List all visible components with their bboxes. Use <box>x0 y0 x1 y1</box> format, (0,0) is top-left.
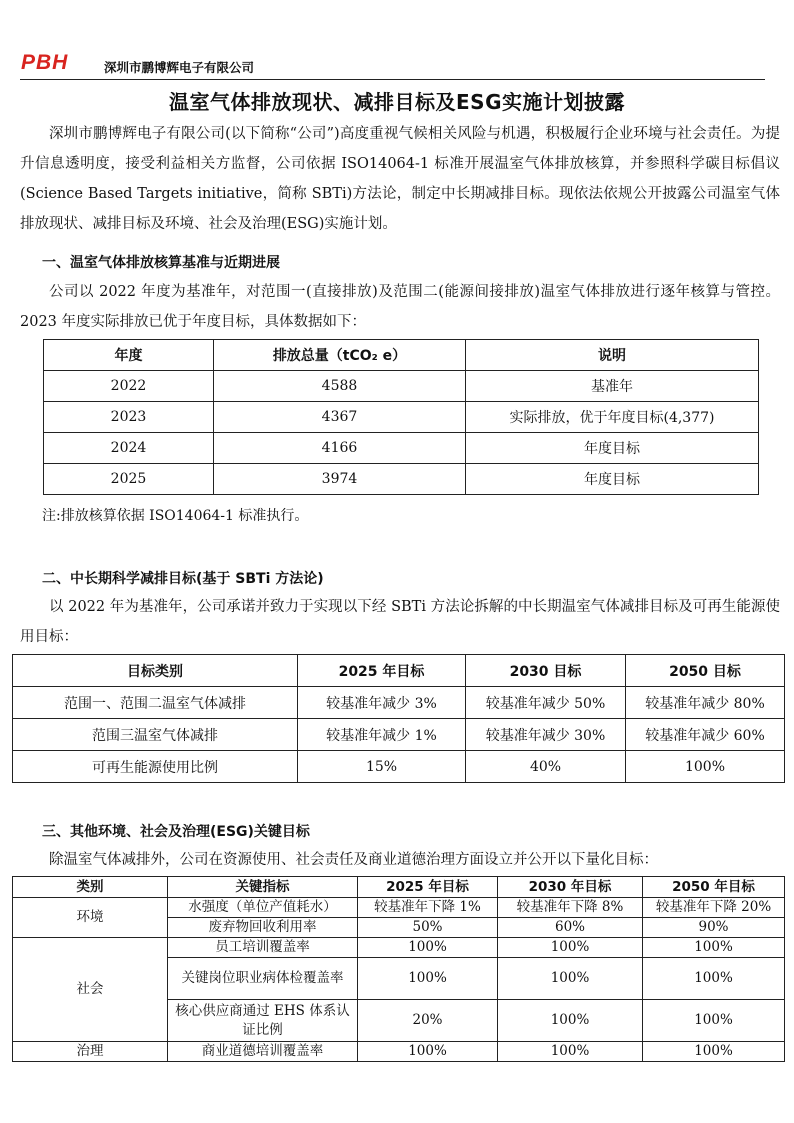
table-cell: 100% <box>358 1042 498 1062</box>
esg-targets-table <box>12 876 785 1062</box>
table-row <box>13 719 785 751</box>
company-name: 深圳市鹏博辉电子有限公司 <box>104 60 255 75</box>
table-cell: 废弃物回收利用率 <box>168 918 358 938</box>
table-cell: 3974 <box>214 464 466 495</box>
table-cell: 年度目标 <box>466 433 759 464</box>
table-row <box>13 687 785 719</box>
table-cell: 2024 <box>44 433 214 464</box>
table-cell: 4588 <box>214 371 466 402</box>
table-row <box>13 751 785 783</box>
table-header-row <box>13 655 785 687</box>
table-cell: 2023 <box>44 402 214 433</box>
category-cell: 治理 <box>13 1042 168 1062</box>
section3-text: 除温室气体减排外，公司在资源使用、社会责任及商业道德治理方面设立并公开以下量化目标： <box>49 852 658 868</box>
table-cell: 100% <box>643 1042 785 1062</box>
table-row <box>13 1042 785 1062</box>
header-cell: 类别 <box>13 877 168 898</box>
table-cell: 较基准年减少 50% <box>466 687 626 719</box>
table-cell: 100% <box>643 938 785 958</box>
emissions-table <box>43 339 759 495</box>
table-cell: 基准年 <box>466 371 759 402</box>
header-cell: 2050 年目标 <box>643 877 785 898</box>
table-row <box>44 371 759 402</box>
table-cell: 60% <box>498 918 643 938</box>
table-cell: 15% <box>298 751 466 783</box>
table-row <box>44 433 759 464</box>
page-title: 温室气体排放现状、减排目标及ESG实施计划披露 <box>169 90 625 114</box>
header-cell: 关键指标 <box>168 877 358 898</box>
header-cell: 排放总量（tCO₂ e） <box>214 340 466 371</box>
header-cell: 2030 年目标 <box>498 877 643 898</box>
sbti-targets-table <box>12 654 785 783</box>
table-cell: 范围三温室气体减排 <box>13 719 298 751</box>
table-cell: 100% <box>358 958 498 1000</box>
table-cell: 较基准年减少 80% <box>626 687 785 719</box>
table-cell: 水强度（单位产值耗水） <box>168 898 358 918</box>
table-cell: 20% <box>358 1000 498 1042</box>
table-cell: 100% <box>643 1000 785 1042</box>
section3-heading: 三、其他环境、社会及治理(ESG)关键目标 <box>42 824 310 840</box>
table-cell: 较基准年下降 1% <box>358 898 498 918</box>
table-cell: 较基准年下降 8% <box>498 898 643 918</box>
table-row <box>44 402 759 433</box>
logo-text: PBH <box>21 50 69 74</box>
header-divider <box>20 79 765 80</box>
header-cell: 年度 <box>44 340 214 371</box>
table-cell: 100% <box>498 958 643 1000</box>
table-cell: 100% <box>643 958 785 1000</box>
table-cell: 关键岗位职业病体检覆盖率 <box>168 958 358 1000</box>
table-cell: 4166 <box>214 433 466 464</box>
table-cell: 50% <box>358 918 498 938</box>
table-cell: 100% <box>498 1042 643 1062</box>
table-cell: 2022 <box>44 371 214 402</box>
header-cell: 说明 <box>466 340 759 371</box>
table-cell: 2025 <box>44 464 214 495</box>
table-cell: 实际排放，优于年度目标(4,377) <box>466 402 759 433</box>
table-row <box>13 898 785 918</box>
table-note: 注:排放核算依据 ISO14064-1 标准执行。 <box>42 508 309 524</box>
table-cell: 100% <box>626 751 785 783</box>
table-cell: 100% <box>498 938 643 958</box>
table-cell: 商业道德培训覆盖率 <box>168 1042 358 1062</box>
table-cell: 较基准年减少 60% <box>626 719 785 751</box>
table-cell: 年度目标 <box>466 464 759 495</box>
table-cell: 员工培训覆盖率 <box>168 938 358 958</box>
header-cell: 2025 年目标 <box>358 877 498 898</box>
section1-heading: 一、温室气体排放核算基准与近期进展 <box>42 255 280 271</box>
table-cell: 90% <box>643 918 785 938</box>
table-cell: 较基准年减少 30% <box>466 719 626 751</box>
company-logo <box>21 50 87 75</box>
section1-text: 公司以 2022 年度为基准年，对范围一(直接排放)及范围二(能源间接排放)温室气体排放进行逐年核算与管控。2023 年度实际排放已优于年度目标，具体数据如下： <box>20 284 780 330</box>
category-cell: 社会 <box>13 938 168 1042</box>
table-cell: 较基准年减少 3% <box>298 687 466 719</box>
section2-heading: 二、中长期科学减排目标(基于 SBTi 方法论) <box>42 571 324 587</box>
table-cell: 4367 <box>214 402 466 433</box>
table-cell: 100% <box>358 938 498 958</box>
table-header-row <box>13 877 785 898</box>
table-row <box>44 464 759 495</box>
table-row <box>13 938 785 958</box>
header-cell: 目标类别 <box>13 655 298 687</box>
table-cell: 可再生能源使用比例 <box>13 751 298 783</box>
table-header-row <box>44 340 759 371</box>
header-cell: 2050 目标 <box>626 655 785 687</box>
table-cell: 40% <box>466 751 626 783</box>
category-cell: 环境 <box>13 898 168 938</box>
section2-text: 以 2022 年为基准年，公司承诺并致力于实现以下经 SBTi 方法论拆解的中长期温室气体减排目标及可再生能源使用目标： <box>20 599 780 645</box>
header-cell: 2030 目标 <box>466 655 626 687</box>
header-cell: 2025 年目标 <box>298 655 466 687</box>
table-cell: 较基准年减少 1% <box>298 719 466 751</box>
table-cell: 核心供应商通过 EHS 体系认证比例 <box>168 1000 358 1042</box>
table-cell: 范围一、范围二温室气体减排 <box>13 687 298 719</box>
intro-paragraph: 深圳市鹏博辉电子有限公司(以下简称“公司”)高度重视气候相关风险与机遇，积极履行企业环境与社会责任。为提升信息透明度，接受利益相关方监督，公司依据 ISO14064-1 标准开展温室气体排放核算，并参照科学碳目标倡议(Science Based Targets initiative，简称 SBTi)方法论，制定中长期减排目标。现依法依规公开披露公司温室气体排放现状、减排目标及环境、社会及治理(ESG)实施计划。 <box>20 126 780 232</box>
table-cell: 较基准年下降 20% <box>643 898 785 918</box>
table-cell: 100% <box>498 1000 643 1042</box>
